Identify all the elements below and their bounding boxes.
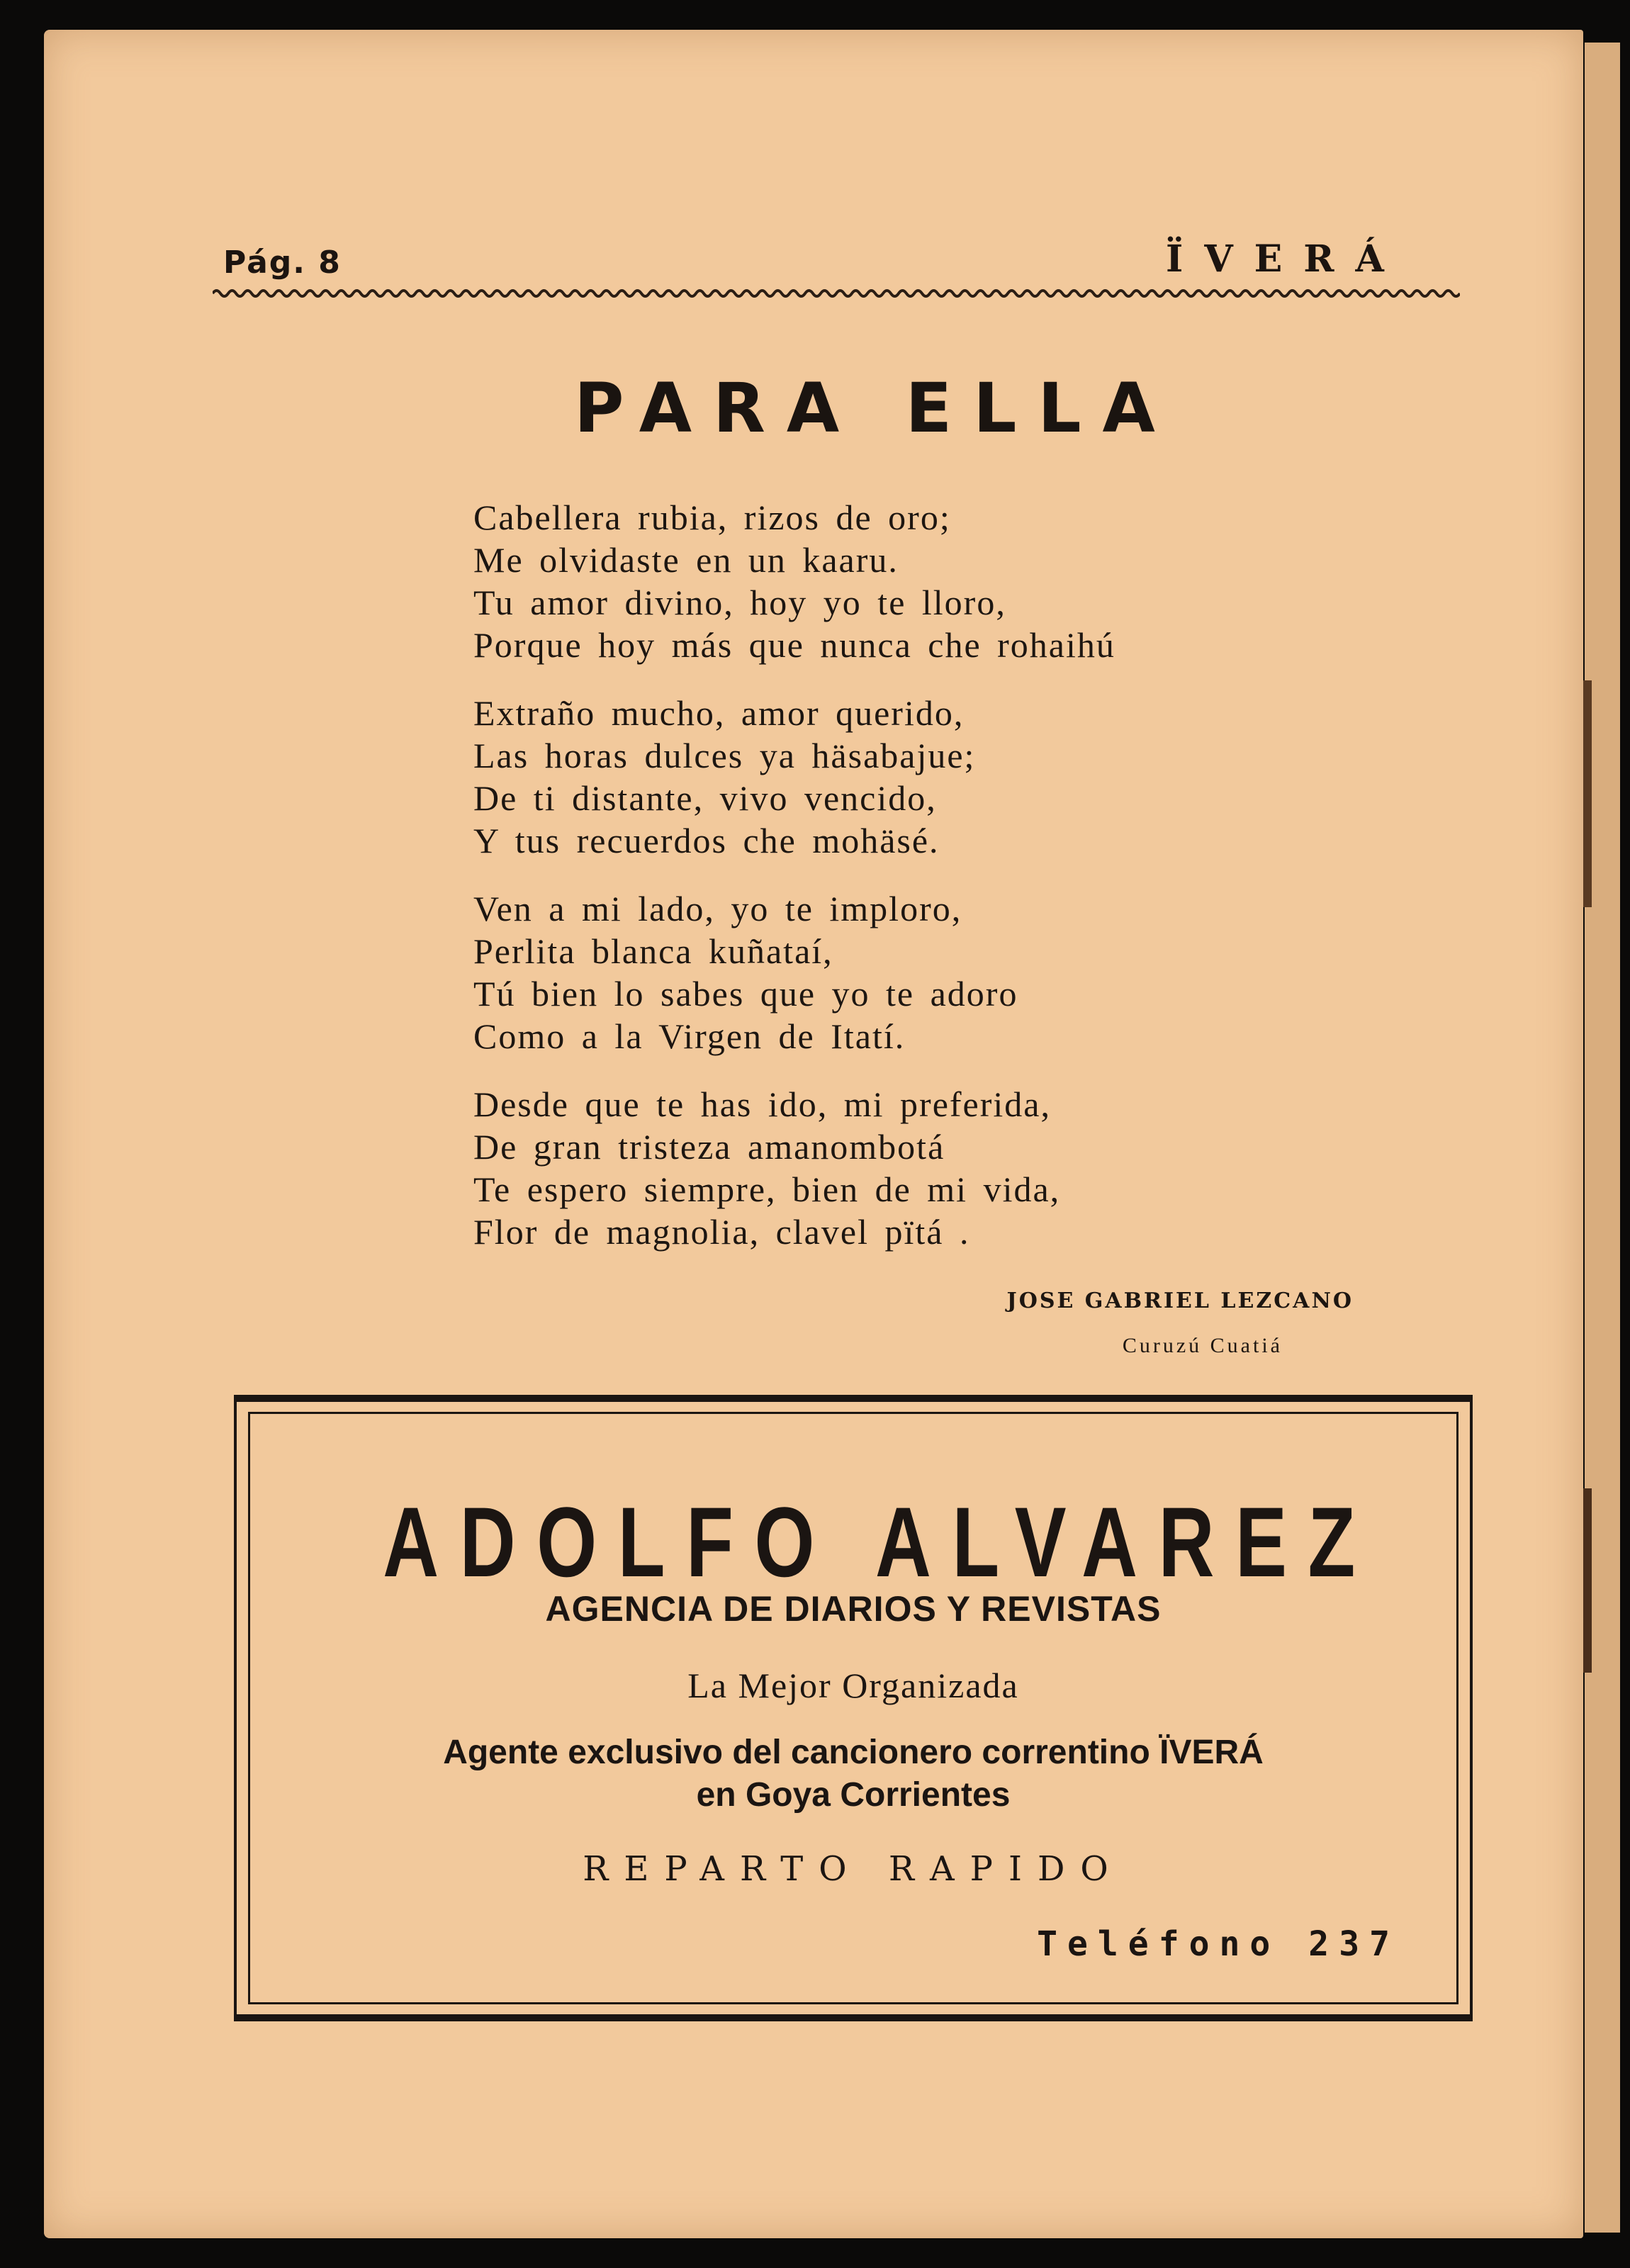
poem-line: Tú bien lo sabes que yo te adoro	[473, 974, 1018, 1014]
poem-stanza	[473, 887, 1430, 1057]
poem-line: Desde que te has ido, mi preferida,	[473, 1084, 1051, 1124]
publication-title: ÏVERÁ	[1166, 237, 1405, 281]
poem-line: Como a la Virgen de Itatí.	[473, 1016, 906, 1056]
poem-author: JOSE GABRIEL LEZCANO	[1006, 1289, 1354, 1313]
ad-business-name: ADOLFO ALVAREZ	[383, 1486, 1376, 1598]
poem-stanza	[473, 496, 1430, 666]
poem-line: De ti distante, vivo vencido,	[473, 778, 937, 818]
header-wavy-rule	[213, 285, 1460, 302]
book-gutter	[1585, 43, 1620, 2233]
ad-phone-number: 237	[1308, 1924, 1400, 1964]
poem-place: Curuzú Cuatiá	[1122, 1334, 1283, 1357]
binding-shadow	[1582, 680, 1592, 907]
poem-stanza	[473, 692, 1430, 862]
poem-line: Perlita blanca kuñataí,	[473, 931, 833, 971]
ad-phone	[1037, 1924, 1400, 1964]
poem-stanza	[473, 1083, 1430, 1253]
poem-line: Me olvidaste en un kaaru.	[473, 540, 899, 580]
ad-city-line: en Goya Corrientes	[696, 1776, 1011, 1814]
poem-line: Y tus recuerdos che mohäsé.	[473, 821, 940, 860]
poem-line: Porque hoy más que nunca che rohaihú	[473, 625, 1115, 665]
poem-line: Cabellera rubia, rizos de oro;	[473, 498, 951, 537]
poem-line: Te espero siempre, bien de mi vida,	[473, 1169, 1061, 1209]
poem-line: De gran tristeza amanombotá	[473, 1127, 945, 1167]
ad-delivery-line: REPARTO RAPIDO	[583, 1849, 1124, 1889]
poem-line: Ven a mi lado, yo te imploro,	[473, 889, 962, 928]
ad-phone-label: Teléfono	[1037, 1924, 1281, 1964]
advertisement-inner-frame	[248, 1412, 1458, 2004]
page-number: Pág. 8	[223, 245, 342, 281]
poem-line: Flor de magnolia, clavel pïtá .	[473, 1212, 970, 1252]
poem-title: PARA ELLA	[574, 369, 1176, 448]
poem-line: Tu amor divino, hoy yo te lloro,	[473, 583, 1006, 622]
poem-line: Extraño mucho, amor querido,	[473, 693, 965, 733]
poem-line: Las horas dulces ya häsabajue;	[473, 736, 976, 775]
ad-agent-line: Agente exclusivo del cancionero correntino ÏVERÁ	[443, 1734, 1264, 1771]
advertisement-box	[234, 1395, 1473, 2021]
ad-tagline: La Mejor Organizada	[687, 1666, 1019, 1705]
ad-agency-line: AGENCIA DE DIARIOS Y REVISTAS	[545, 1589, 1162, 1629]
poem-body	[473, 496, 1430, 1279]
binding-shadow	[1582, 1488, 1592, 1673]
